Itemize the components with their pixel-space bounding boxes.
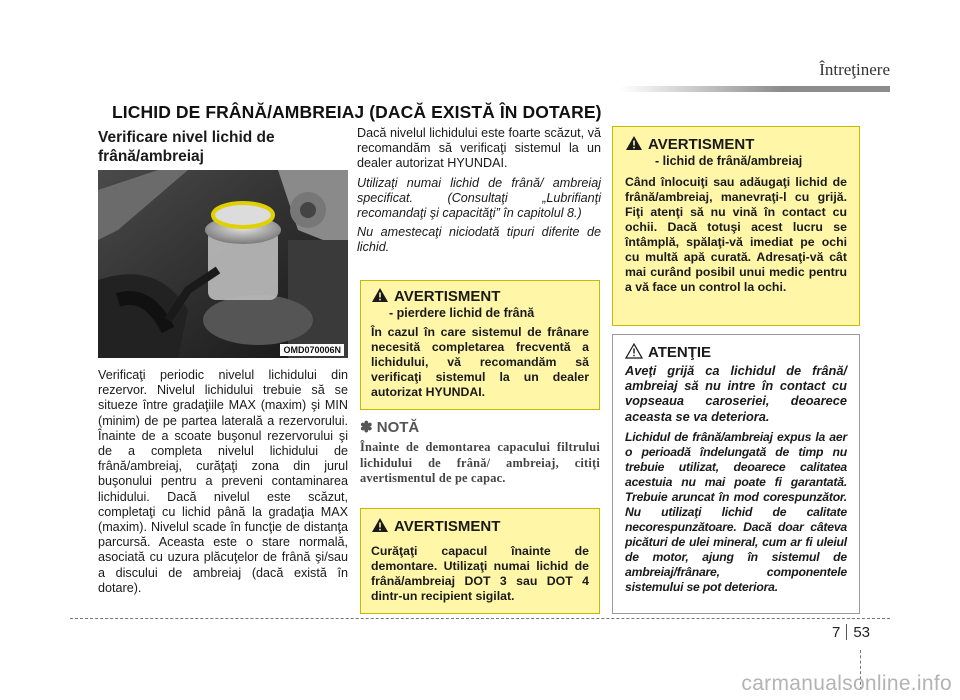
warning-box-handling (612, 126, 860, 326)
engine-bay-photo (98, 170, 348, 358)
warning-title: AVERTISMENT (394, 288, 501, 305)
watermark: carmanualsonline.info (741, 672, 952, 695)
page-title: LICHID DE FRÂNĂ/AMBREIAJ (DACĂ EXISTĂ ÎN DOTARE) (112, 102, 602, 122)
caution-body-2: Lichidul de frână/ambreiaj expus la aer o perioadă îndelungată de timp nu trebuie utilizat, deoarece calitatea acestuia nu mai poate fi garantată. Trebuie aruncat în mod corespunzător. Nu utilizaţi lichid de calitate necorespunzătoare. Dacă doar câteva picături de ulei mineral, cum ar fi uleiul de motor, ajung în sistemul de ambreiaj/frânare, componentele sistemului se pot deteriora. (625, 429, 847, 594)
para-specified-fluid: Utilizaţi numai lichid de frână/ ambreiaj specificat. (Consultaţi „Lubrifianţi recomandaţi şi capacităţi” în capitolul 8.) (357, 175, 601, 221)
footer-rule (70, 618, 890, 619)
page-number (832, 624, 870, 641)
warning-triangle-icon (371, 517, 389, 533)
chapter-number: 7 (832, 624, 841, 641)
warning-subtitle: - lichid de frână/ambreiaj (655, 154, 803, 168)
warning-body: Când înlocuiţi sau adăugaţi lichid de frână/ambreiaj, manevraţi-l cu grijă. Fiţi atenţi să nu vină în contact cu ochii. Dacă totuşi acest lucru se întâmplă, spălaţi-vă imediat pe ochi cu multă apă curată. Adresaţi-vă cât mai curând posibil unui medic pentru a vă face un control la ochi. (625, 175, 847, 294)
section-heading: Verificare nivel lichid de frână/ambreiaj (98, 129, 275, 165)
warning-triangle-icon (625, 135, 643, 151)
warning-subtitle: - pierdere lichid de frână (389, 306, 535, 320)
warning-box-leak (360, 280, 600, 410)
caution-body-1: Aveţi grijă ca lichidul de frână/ ambreiaj să nu intre în contact cu vopseaua caroseriei, deoarece aceasta se va deteriora. (625, 363, 847, 424)
header-rule (620, 86, 890, 92)
note-title: ✽ NOTĂ (360, 419, 420, 436)
warning-title: AVERTISMENT (394, 518, 501, 535)
brake-reservoir-image (98, 170, 348, 358)
section-body: Verificaţi periodic nivelul lichidului din rezervor. Nivelul lichidului trebuie să se situeze între gradaţiile MAX (maxim) şi MIN (minim) de pe partea laterală a rezervorului. Înainte de a scoate buşonul rezervorului şi de a completa nivelul lichidului de frână/ambreiaj, curăţaţi zona din jurul buşonului pentru a preveni contaminarea lichidului. Dacă nivelul este scăzut, completaţi cu lichid până la gradaţia MAX (maxim). Nivelul scade în funcţie de distanţa parcursă. Aceasta este o stare normală, asociată cu uzura plăcuţelor de frână şi/sau a discului de ambreiaj (dacă există în dotare). (98, 368, 348, 595)
para-dealer: Dacă nivelul lichidului este foarte scăzut, vă recomandăm să verificaţi sistemul la un dealer autorizat HYUNDAI. (357, 126, 601, 171)
caution-box (612, 334, 860, 614)
warning-box-cap (360, 508, 600, 614)
warning-triangle-icon (371, 287, 389, 303)
note-body: Înainte de demontarea capacului filtrului lichidului de frână/ ambreiaj, citiţi avertismentul de pe capac. (360, 440, 600, 485)
page-number-value: 53 (853, 624, 871, 641)
column2-text (357, 126, 601, 260)
warning-body: În cazul în care sistemul de frânare necesită completarea frecventă a lichidului, vă recomandăm să verificaţi sistemul la un dealer autorizat HYUNDAI. (371, 325, 589, 399)
chapter-title: Întreţinere (819, 60, 890, 79)
caution-title: ATENŢIE (648, 344, 712, 361)
warning-title: AVERTISMENT (648, 136, 755, 153)
photo-caption: OMD070006N (280, 344, 344, 356)
para-no-mixing: Nu amestecaţi niciodată tipuri diferite de lichid. (357, 225, 601, 255)
caution-triangle-icon (625, 343, 643, 359)
warning-body: Curăţaţi capacul înainte de demontare. Utilizaţi numai lichid de frână/ambreiaj DOT 3 sau DOT 4 dintr-un recipient sigilat. (371, 544, 589, 603)
